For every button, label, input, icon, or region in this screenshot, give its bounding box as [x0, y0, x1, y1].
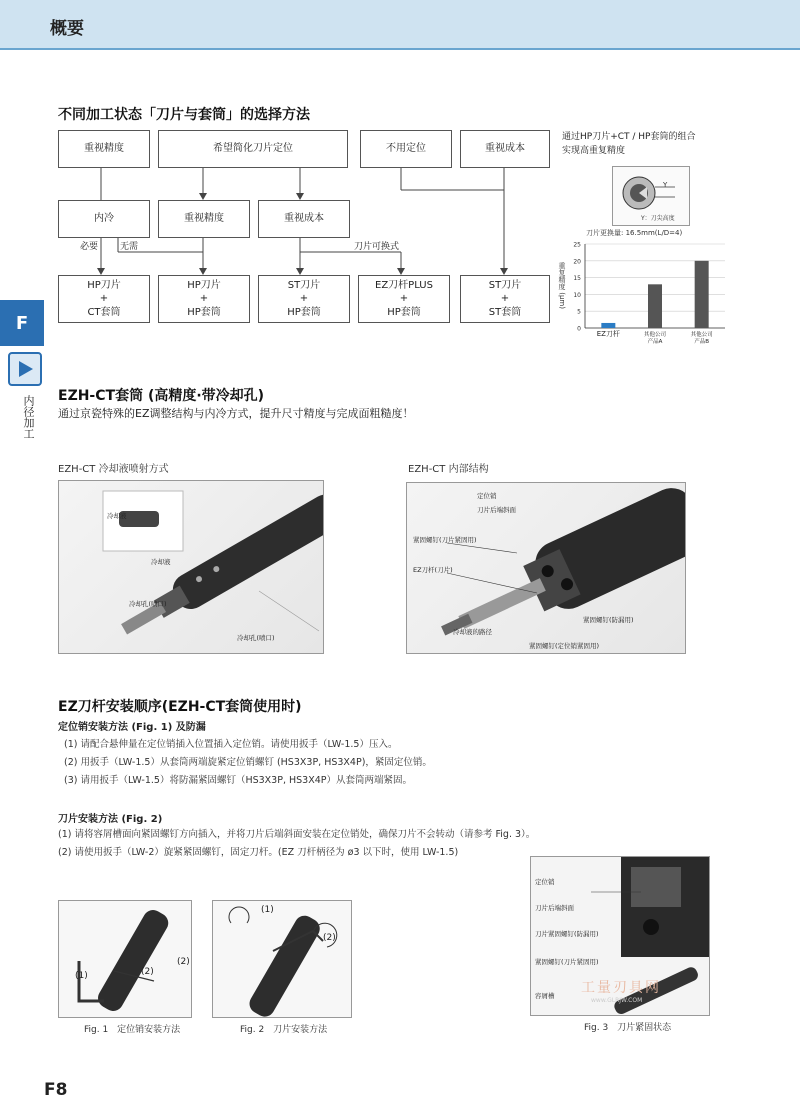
- blade-step-1: (1) 请将容屑槽面向紧固螺钉方向插入，并将刀片后端斜面安装在定位销处，确保刀片不会转动（请参考 Fig. 3）。: [58, 829, 536, 840]
- y-tick-label: 0: [577, 325, 581, 333]
- chapter-tab[interactable]: F: [0, 300, 44, 346]
- page-title: 概要: [50, 19, 84, 39]
- pin-step-1: (1) 请配合悬伸量在定位销插入位置插入定位销。请使用扳手（LW-1.5）压入。: [64, 739, 398, 750]
- result-box: ST刀片 + HP套筒: [258, 275, 350, 323]
- label-not-needed: 无需: [120, 242, 139, 252]
- criteria-cost: 重视成本: [460, 130, 550, 168]
- label-indexable: 刀片可换式: [354, 242, 400, 252]
- blade-step-2: (2) 请使用扳手（LW-2）旋紧紧固螺钉，固定刀杆。(EZ 刀杆柄径为 ø3 以下时，使用 LW-1.5): [58, 847, 459, 858]
- blade-install-subtitle: 刀片安装方法 (Fig. 2): [58, 814, 163, 825]
- coolant-box: 内冷: [58, 200, 150, 238]
- criteria-no-positioning: 不用定位: [360, 130, 452, 168]
- y-tick-label: 20: [573, 258, 581, 266]
- pin-step-2: (2) 用扳手（LW-1.5）从套筒两端旋紧定位销螺钉 (HS3X3P, HS3X4P)，紧固定位销。: [64, 757, 432, 768]
- page-number: F8: [44, 1080, 68, 1100]
- bar: [695, 261, 709, 328]
- y-tick-label: 25: [573, 241, 581, 249]
- bar: [648, 284, 662, 328]
- x-tick-label: EZ刀杆: [596, 330, 620, 338]
- pin-step-3: (3) 请用扳手（LW-1.5）将防漏紧固螺钉（HS3X3P, HS3X4P）从套筒两端紧固。: [64, 775, 412, 786]
- result-box: ST刀片 + ST套筒: [460, 275, 550, 323]
- criteria-simplify-positioning: 希望简化刀片定位: [158, 130, 348, 168]
- repeatability-note: 通过HP刀片+CT / HP套筒的组合 实现高重复精度: [562, 132, 696, 157]
- ezh-ct-subtitle: 通过京瓷特殊的EZ调整结构与内冷方式，提升尺寸精度与完成面粗糙度！: [58, 407, 414, 420]
- repeatability-chart: [565, 238, 735, 350]
- bar: [601, 323, 615, 328]
- x-tick-label: 其他公司: [643, 332, 667, 338]
- y-tick-label: 10: [573, 291, 581, 299]
- chapter-label: 内径加工: [22, 395, 35, 439]
- ezh-ct-title: EZH-CT套筒 (高精度·带冷却孔): [58, 388, 265, 404]
- inner-diameter-icon: [8, 352, 42, 386]
- x-tick-label: 产品A: [647, 339, 663, 345]
- fig3-caption: Fig. 3 刀片紧固状态: [584, 1023, 672, 1033]
- x-tick-label: 产品B: [694, 339, 710, 345]
- fig3-image: 定位销 刀片后端斜面 刀片紧固螺钉(防漏用) 紧固螺钉(刀片紧固用) 容屑槽 工量刃具网 www.GLRJW.COM: [530, 856, 710, 1016]
- fig1-caption: Fig. 1 定位销安装方法: [84, 1025, 181, 1035]
- result-box: HP刀片 + CT套筒: [58, 275, 150, 323]
- mid-cost-box: 重视成本: [258, 200, 350, 238]
- fig1-image: (1) (2) (2): [58, 900, 192, 1018]
- y-tick-label: 15: [573, 275, 581, 283]
- watermark: 工量刃具网: [581, 980, 661, 996]
- criteria-accuracy: 重视精度: [58, 130, 150, 168]
- install-section-title: EZ刀杆安装顺序(EZH-CT套筒使用时): [58, 699, 302, 715]
- fig2-image: (1) (2): [212, 900, 352, 1018]
- structure-photo: 定位销 刀片后端斜面 紧固螺钉(刀片紧固用) EZ刀杆(刀片) 紧固螺钉(防漏用) 冷却液的路径 紧固螺钉(定位销紧固用): [406, 482, 686, 654]
- y-tick-label: 5: [577, 308, 581, 316]
- mid-accuracy-box: 重视精度: [158, 200, 250, 238]
- watermark-url: www.GLRJW.COM: [591, 997, 643, 1004]
- label-needed: 必要: [80, 242, 99, 252]
- result-box: EZ刀杆PLUS + HP套筒: [358, 275, 450, 323]
- tip-height-diagram: Y Y：刀尖高度: [612, 166, 690, 226]
- chart-y-label: 重复精度 (μm): [558, 262, 566, 309]
- selection-section-title: 不同加工状态「刀片与套筒」的选择方法: [58, 107, 310, 123]
- x-tick-label: 其他公司: [690, 332, 713, 338]
- fig2-caption: Fig. 2 刀片安装方法: [240, 1025, 328, 1035]
- result-box: HP刀片 + HP套筒: [158, 275, 250, 323]
- coolant-photo: 冷却液 冷却液 冷却孔(喷口) 冷却孔(喷口): [58, 480, 324, 654]
- structure-caption: EZH-CT 内部结构: [408, 464, 489, 475]
- coolant-caption: EZH-CT 冷却液喷射方式: [58, 464, 169, 475]
- pin-install-subtitle: 定位销安装方法 (Fig. 1) 及防漏: [58, 722, 206, 733]
- chart-title: 刀片更换量: 16.5mm(L/D=4): [586, 229, 683, 237]
